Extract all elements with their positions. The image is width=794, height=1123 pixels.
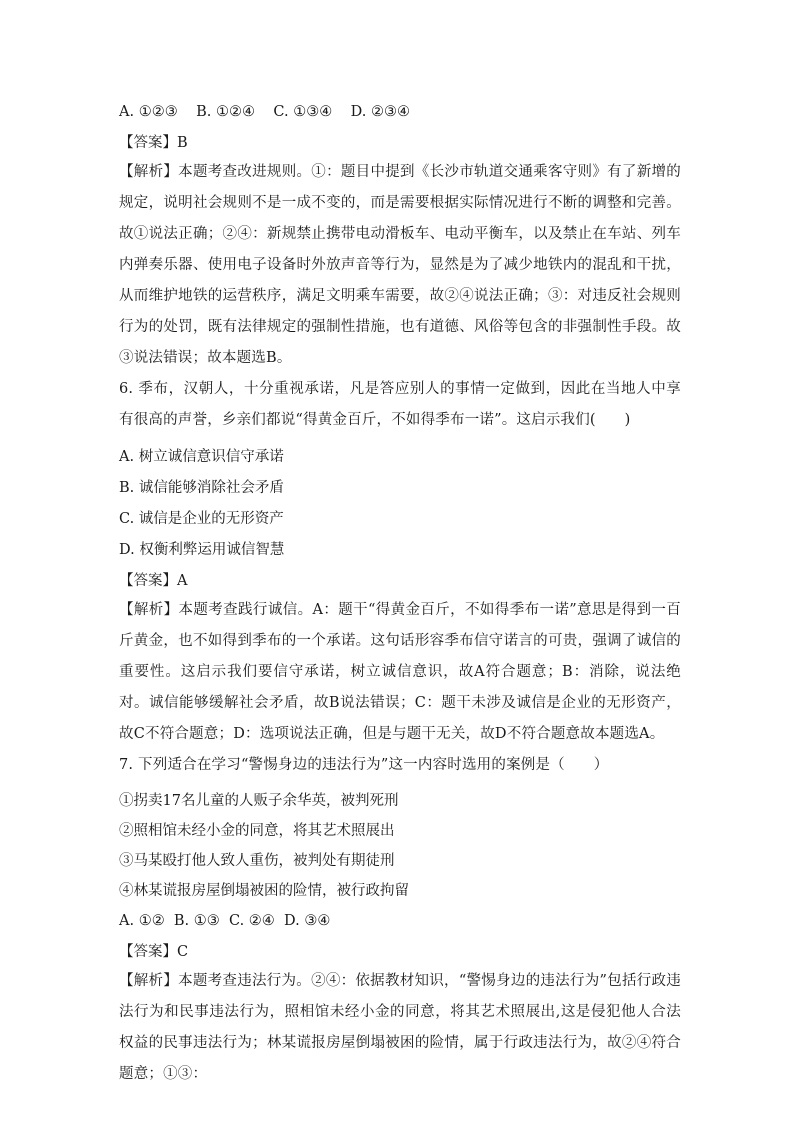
q6-answer: 【答案】A <box>119 573 188 589</box>
q7-item-4: ④林某谎报房屋倒塌被困的险情，被行政拘留 <box>119 883 409 899</box>
q5-answer: 【答案】B <box>119 135 188 151</box>
q6-option-a: A. 树立诚信意识信守承诺 <box>119 449 284 465</box>
document-page <box>119 102 681 1090</box>
q7-stem: 7. 下列适合在学习“警惕身边的违法行为”这一内容时选用的案例是（ ） <box>119 757 609 773</box>
q7-item-3: ③马某殴打他人致人重伤，被判处有期徒刑 <box>119 853 395 869</box>
q7-options: A. ①② B. ①③ C. ②④ D. ③④ <box>119 913 331 929</box>
q5-analysis: 【解析】本题考查改进规则。①：题目中提到《长沙市轨道交通乘客守则》有了新增的规定，说明社会规则不是一成不变的，而是需要根据实际情况进行不断的调整和完善。故①说法正确；②④：新规禁止携带电动滑板车、电动平衡车，以及禁止在车站、列车内弹奏乐器、使用电子设备时外放声音等行为，显然是为了减少地铁内的混乱和干扰，从而维护地铁的运营秩序，满足文明乘车需要，故②④说法正确；③：对违反社会规则行为的处罚，既有法律规定的强制性措施，也有道德、风俗等包含的非强制性手段。故③说法错误；故本题选B。 <box>119 164 681 366</box>
q6-analysis: 【解析】本题考查践行诚信。A：题干“得黄金百斤，不如得季布一诺”意思是得到一百斤黄金，也不如得到季布的一个承诺。这句话形容季布信守诺言的可贵，强调了诚信的重要性。这启示我们要信守承诺，树立诚信意识，故A符合题意；B：消除，说法绝对。诚信能够缓解社会矛盾，故B说法错误；C：题干未涉及诚信是企业的无形资产，故C不符合题意；D：选项说法正确，但是与题干无关，故D不符合题意故本题选A。 <box>119 602 681 742</box>
q7-answer: 【答案】C <box>119 944 189 960</box>
q6-stem: 6. 季布，汉朝人，十分重视承诺，凡是答应别人的事情一定做到，因此在当地人中享有很高的声誉，乡亲们都说“得黄金百斤，不如得季布一诺”。这启示我们( ) <box>119 381 681 428</box>
q6-option-b: B. 诚信能够消除社会矛盾 <box>119 480 284 496</box>
q6-option-c: C. 诚信是企业的无形资产 <box>119 511 284 527</box>
q6-option-d: D. 权衡利弊运用诚信智慧 <box>119 542 285 558</box>
q7-item-1: ①拐卖17名儿童的人贩子余华英，被判死刑 <box>119 793 399 809</box>
q7-analysis: 【解析】本题考查违法行为。②④：依据教材知识，“警惕身边的违法行为”包括行政违法行为和民事违法行为，照相馆未经小金的同意，将其艺术照展出,这是侵犯他人合法权益的民事违法行为；林某谎报房屋倒塌被困的险情，属于行政违法行为，故②④符合题意；①③： <box>119 973 681 1082</box>
q5-options: A. ①②③ B. ①②④ C. ①③④ D. ②③④ <box>119 104 410 120</box>
q7-item-2: ②照相馆未经小金的同意，将其艺术照展出 <box>119 823 395 839</box>
